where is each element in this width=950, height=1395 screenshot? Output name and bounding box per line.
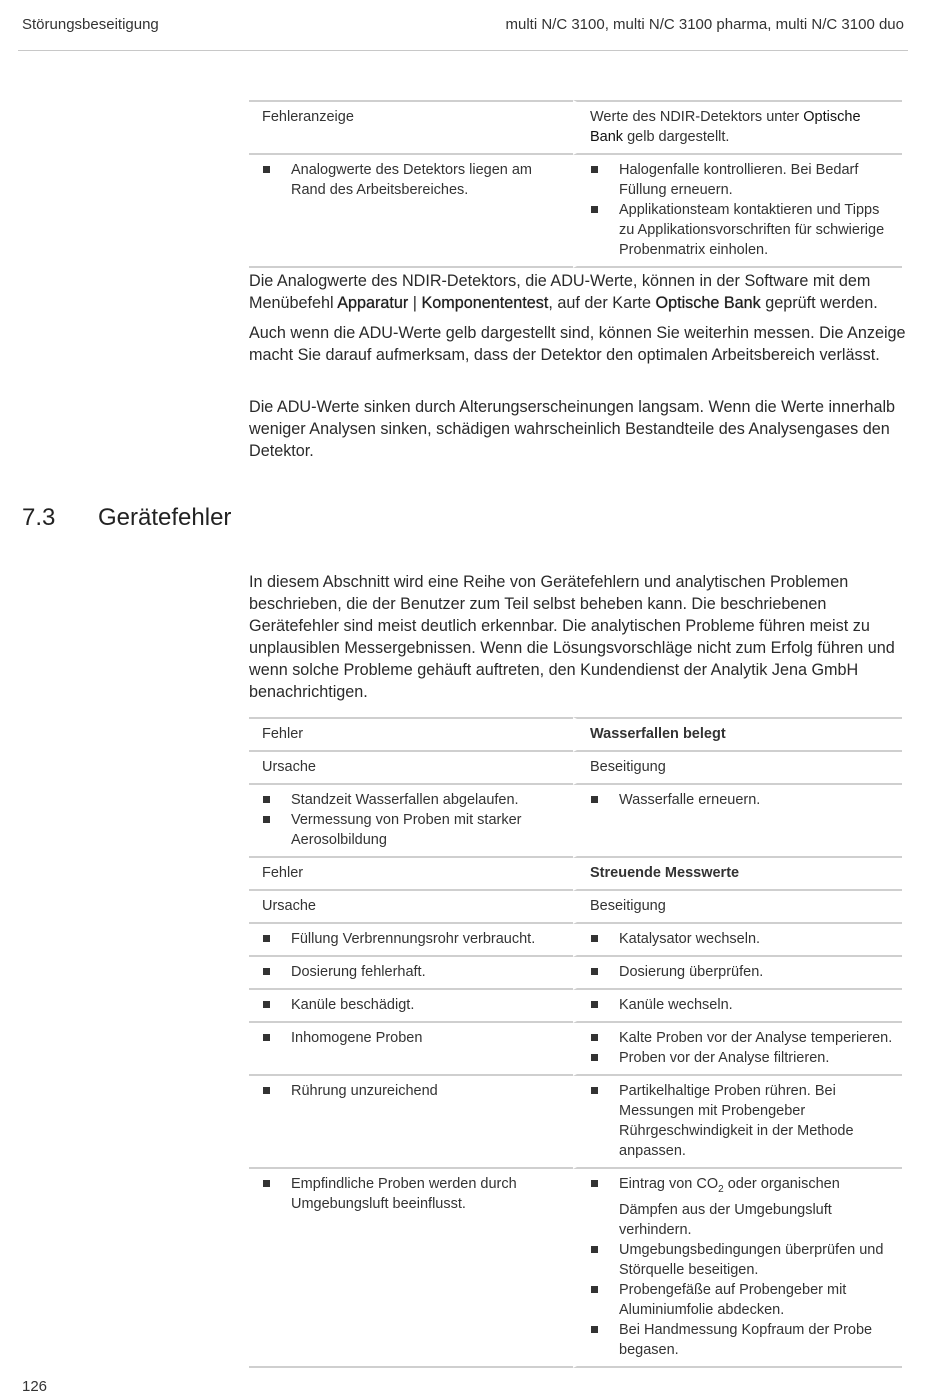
error-title: Streuende Messwerte	[573, 858, 902, 891]
table-cell-fix	[573, 957, 902, 990]
list-item: Vermessung von Proben mit starker Aerosolbildung	[262, 810, 565, 850]
section-title: Gerätefehler	[98, 504, 232, 531]
page-number: 126	[22, 1378, 48, 1395]
list-item: Standzeit Wasserfallen abgelaufen.	[262, 790, 565, 810]
table-cell-cause	[249, 1023, 573, 1076]
ui-term: Optische Bank	[590, 109, 861, 145]
fault-display-table	[249, 100, 902, 268]
table-row	[249, 924, 902, 957]
table-row	[249, 155, 902, 268]
table-cell-label: Beseitigung	[573, 891, 902, 924]
section-intro-paragraph: In diesem Abschnitt wird eine Reihe von Gerätefehlern und analytischen Problemen beschrieben, die der Benutzer zum Teil selbst beheben kann. Die beschriebenen Gerätefehler sind meist deutlich erkennbar. Die analytischen Probleme führen meist zu unplausiblen Messergebnissen. Wenn die Lösungsvorschläge nicht zum Erfolg führen und wenn solche Probleme gehäuft auftreten, den Kundendienst der Analytik Jena GmbH benachrichtigen.	[249, 573, 895, 701]
list-item: Halogenfalle kontrollieren. Bei Bedarf Füllung erneuern.	[590, 160, 894, 200]
section-number: 7.3	[22, 504, 56, 531]
table-cell-cause	[249, 1169, 573, 1368]
paragraph-aging: Die ADU-Werte sinken durch Alterungserscheinungen langsam. Wenn die Werte innerhalb weniger Analysen sinken, schädigen wahrscheinlich Bestandteile des Analysengases den Detektor.	[249, 398, 896, 460]
list-item: Rührung unzureichend	[262, 1081, 565, 1101]
list-item: Proben vor der Analyse filtrieren.	[590, 1048, 894, 1068]
table-row	[249, 957, 902, 990]
table-cell-value: Werte des NDIR-Detektors unter Optische Bank gelb dargestellt.	[573, 100, 902, 155]
list-item: Applikationsteam kontaktieren und Tipps zu Applikationsvorschriften für schwierige Probenmatrix einholen.	[590, 200, 894, 260]
list-item: Kanüle beschädigt.	[262, 995, 565, 1015]
table-cell-label: Ursache	[249, 891, 573, 924]
table-cell-cause	[249, 785, 573, 858]
table-cell-label: Beseitigung	[573, 752, 902, 785]
list-item: Kalte Proben vor der Analyse temperieren.	[590, 1028, 894, 1048]
table-cell-label: Ursache	[249, 752, 573, 785]
table-row	[249, 1169, 902, 1368]
menu-term: Apparatur	[337, 294, 409, 312]
list-item: Wasserfalle erneuern.	[590, 790, 894, 810]
table-row	[249, 717, 902, 752]
list-item: Katalysator wechseln.	[590, 929, 894, 949]
list-item: Dosierung fehlerhaft.	[262, 962, 565, 982]
menu-term: Optische Bank	[655, 294, 761, 312]
subscript: 2	[718, 1183, 724, 1195]
error-title: Wasserfallen belegt	[573, 717, 902, 752]
list-item: Analogwerte des Detektors liegen am Rand des Arbeitsbereiches.	[262, 160, 565, 200]
table-row	[249, 752, 902, 785]
table-row	[249, 858, 902, 891]
table-cell-fix	[573, 1169, 902, 1368]
list-item: Probengefäße auf Probengeber mit Aluminiumfolie abdecken.	[590, 1280, 894, 1320]
header-divider	[18, 50, 908, 51]
list-item: Füllung Verbrennungsrohr verbraucht.	[262, 929, 565, 949]
table-cell-fix	[573, 785, 902, 858]
table-row	[249, 785, 902, 858]
table-row	[249, 1076, 902, 1169]
header-section-title: Störungsbeseitigung	[22, 16, 159, 33]
table-cell-label: Fehler	[249, 717, 573, 752]
list-item: Bei Handmessung Kopfraum der Probe begasen.	[590, 1320, 894, 1360]
table-cell-fix	[573, 990, 902, 1023]
table-cell-cause	[249, 155, 573, 268]
table-cell-fix	[573, 1023, 902, 1076]
table-cell-fix	[573, 924, 902, 957]
menu-term: Komponententest	[421, 294, 549, 312]
list-item: Empfindliche Proben werden durch Umgebungsluft beeinflusst.	[262, 1174, 565, 1214]
list-item: Eintrag von $CO_2$ oder organischen Dämpfen aus der Umgebungsluft verhindern.	[590, 1174, 894, 1240]
table-cell-cause	[249, 957, 573, 990]
list-item: Dosierung überprüfen.	[590, 962, 894, 982]
table-row	[249, 100, 902, 155]
paragraph-adu-values: Die Analogwerte des NDIR-Detektors, die ADU-Werte, können in der Software mit dem Menübefehl Apparatur | Komponententest, auf der Karte Optische Bank geprüft werden.	[249, 272, 878, 312]
paragraph-yellow-values: Auch wenn die ADU-Werte gelb dargestellt sind, können Sie weiterhin messen. Die Anzeige macht Sie darauf aufmerksam, dass der Detektor den optimalen Arbeitsbereich verlässt.	[249, 324, 906, 364]
list-item: Inhomogene Proben	[262, 1028, 565, 1048]
table-cell-cause	[249, 1076, 573, 1169]
header-product-name: multi N/C 3100, multi N/C 3100 pharma, multi N/C 3100 duo	[505, 16, 904, 33]
table-cell-label: Fehler	[249, 858, 573, 891]
table-cell-cause	[249, 990, 573, 1023]
list-item: Umgebungsbedingungen überprüfen und Störquelle beseitigen.	[590, 1240, 894, 1280]
table-cell-fix	[573, 155, 902, 268]
list-item: Partikelhaltige Proben rühren. Bei Messungen mit Probengeber Rührgeschwindigkeit in der Methode anpassen.	[590, 1081, 894, 1161]
table-cell-label: Fehleranzeige	[249, 100, 573, 155]
table-row	[249, 990, 902, 1023]
device-errors-table	[249, 717, 902, 1368]
table-row	[249, 1023, 902, 1076]
table-row	[249, 891, 902, 924]
table-cell-cause	[249, 924, 573, 957]
list-item: Kanüle wechseln.	[590, 995, 894, 1015]
table-cell-fix	[573, 1076, 902, 1169]
